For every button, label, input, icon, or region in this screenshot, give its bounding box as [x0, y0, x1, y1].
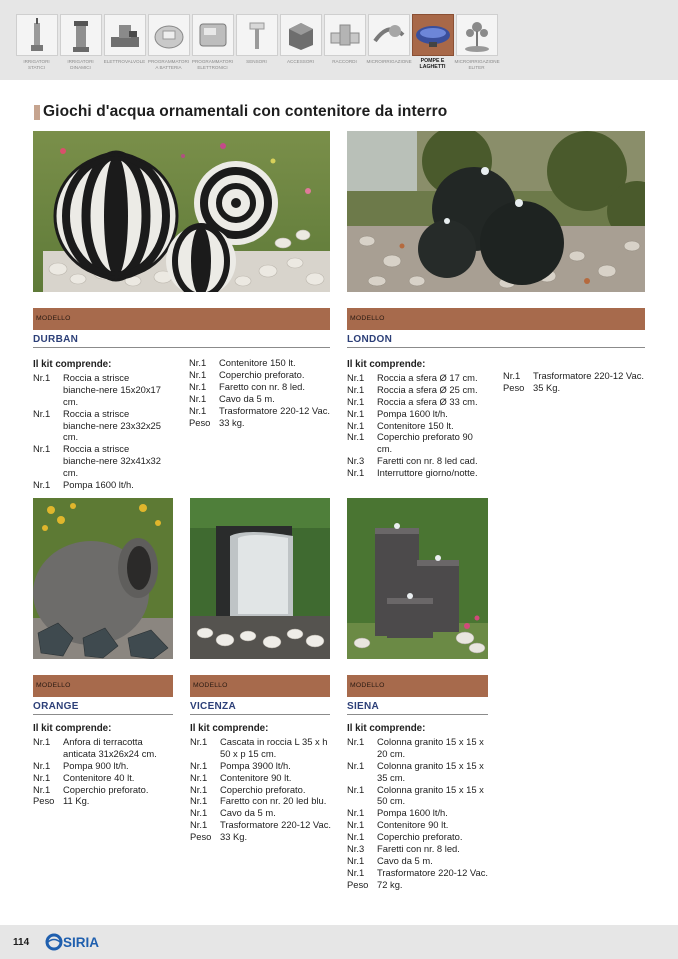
spec-row	[33, 795, 178, 807]
fittings-icon	[324, 14, 366, 56]
electronic-controller-icon	[192, 14, 234, 56]
spec-row	[347, 879, 492, 891]
spec-row	[190, 819, 335, 831]
nav-item-label: PROGRAMMATORI ELETTRONICI	[191, 59, 234, 70]
london-photo	[347, 131, 645, 292]
spec-item: Contenitore 40 lt.	[63, 771, 135, 783]
spec-row	[33, 772, 178, 784]
category-nav	[0, 0, 678, 80]
spec-quantity: Nr.1	[347, 759, 365, 771]
rotor-sprinkler-icon	[60, 14, 102, 56]
spec-item: 11 Kg.	[63, 795, 90, 807]
orange-model-name: ORANGE	[33, 701, 79, 712]
spec-quantity: Nr.1	[347, 854, 365, 866]
spec-item: Colonna granito 15 x 15 x 50 cm.	[377, 783, 484, 807]
spec-quantity: Nr.1	[189, 404, 207, 416]
nav-item-sensor[interactable]	[235, 14, 278, 70]
nav-item-battery-controller[interactable]	[147, 14, 190, 70]
model-label: MODELLO	[350, 315, 385, 322]
spec-item: Interruttore giorno/notte.	[377, 467, 478, 479]
siena-divider	[347, 714, 488, 715]
kit-heading: Il kit comprende:	[33, 723, 112, 734]
spec-item: Contenitore 150 lt.	[219, 357, 296, 368]
spec-quantity: Nr.1	[33, 735, 51, 747]
spec-item: Faretti con nr. 8 led.	[377, 843, 460, 855]
nav-item-label: MICROIRRIGAZIONE ELITER	[454, 59, 500, 70]
spec-item: Trasformatore 220-12 Vac.	[219, 404, 330, 416]
spec-row	[33, 408, 161, 444]
model-label: MODELLO	[193, 682, 228, 689]
vicenza-model-name: VICENZA	[190, 701, 236, 712]
durban-model-name: DURBAN	[33, 334, 79, 345]
spec-row	[347, 784, 492, 808]
nav-item-label: ACCESSORI	[286, 59, 315, 64]
spec-row	[503, 370, 648, 382]
orange-kit-list	[33, 723, 178, 807]
london-model-bar	[347, 308, 645, 330]
spec-row	[347, 372, 487, 384]
spec-item: Coperchio preforato.	[377, 831, 463, 843]
spec-quantity: Nr.1	[190, 807, 208, 819]
spec-item: Colonna granito 15 x 15 x 20 cm.	[377, 735, 484, 759]
nav-item-label: MICROIRRIGAZIONE	[366, 59, 412, 64]
spec-item: Cavo da 5 m.	[220, 807, 276, 819]
london-model-name: LONDON	[347, 334, 393, 345]
spec-item: Pompa 3900 lt/h.	[220, 759, 291, 771]
siena-model-name: SIENA	[347, 701, 380, 712]
spec-quantity: Nr.1	[190, 735, 208, 747]
spec-quantity: Nr.1	[189, 357, 207, 368]
spec-quantity: Nr.1	[347, 431, 365, 443]
nav-item-label: IRRIGATORI STATICI	[23, 59, 50, 70]
spec-item: Faretto con nr. 8 led.	[219, 380, 305, 392]
spec-quantity: Nr.1	[347, 831, 365, 843]
spec-row	[33, 372, 161, 408]
nav-item-electronic-controller[interactable]	[191, 14, 234, 70]
spec-quantity: Peso	[33, 795, 55, 807]
spec-quantity: Nr.1	[347, 407, 365, 419]
model-label: MODELLO	[36, 682, 71, 689]
durban-photo	[33, 131, 330, 292]
spec-quantity: Nr.1	[190, 771, 208, 783]
nav-item-label: POMPE E LAGHETTI	[419, 58, 446, 70]
spec-row	[189, 369, 330, 381]
orange-photo	[33, 498, 173, 659]
page-title: Giochi d'acqua ornamentali con contenitore da interro	[43, 103, 448, 120]
london-divider	[347, 347, 645, 348]
category-nav-row	[15, 14, 498, 70]
sensor-icon	[236, 14, 278, 56]
nav-item-rotor-sprinkler[interactable]	[59, 14, 102, 70]
durban-model-bar	[33, 308, 330, 330]
spec-row	[189, 357, 330, 369]
spec-row	[347, 736, 492, 760]
spec-row	[190, 760, 335, 772]
vicenza-divider	[190, 714, 330, 715]
spec-row	[190, 736, 335, 760]
nav-item-fittings[interactable]	[323, 14, 366, 70]
nav-item-accessory-box[interactable]	[279, 14, 322, 70]
spec-item: Coperchio preforato.	[220, 783, 306, 795]
nav-item-label: ELETTROVALVOLE	[103, 59, 146, 64]
spec-item: Trasformatore 220-12 Vac.	[533, 370, 644, 381]
spec-item: 72 kg.	[377, 878, 403, 890]
spec-row	[190, 831, 335, 843]
kit-heading: Il kit comprende:	[33, 359, 112, 370]
nav-item-plant[interactable]	[455, 14, 498, 70]
spec-row	[189, 381, 330, 393]
spec-item: Cavo da 5 m.	[377, 854, 433, 866]
spec-item: Contenitore 150 lt.	[377, 419, 454, 431]
pond-bowl-icon	[412, 14, 454, 56]
london-kit-list	[347, 359, 487, 479]
spec-item: Trasformatore 220-12 Vac.	[377, 866, 488, 878]
spec-quantity: Nr.1	[347, 735, 365, 747]
london-kit-list-2	[503, 370, 648, 394]
spec-item: Faretti con nr. 8 led cad.	[377, 455, 478, 467]
spec-quantity: Nr.1	[33, 783, 51, 795]
spec-row	[190, 807, 335, 819]
nav-item-label: PROGRAMMATORI A BATTERIA	[147, 59, 190, 70]
spec-quantity: Nr.1	[33, 407, 51, 419]
spec-row	[189, 393, 330, 405]
spec-quantity: Nr.1	[347, 467, 365, 479]
kit-heading: Il kit comprende:	[190, 723, 269, 734]
spec-quantity: Nr.1	[190, 795, 208, 807]
brand-name: SIRIA	[63, 935, 100, 950]
spec-row	[33, 479, 161, 491]
spec-item: Roccia a sfera Ø 17 cm.	[377, 371, 478, 383]
spec-item: Roccia a strisce bianche-nere 32x41x32 cm.	[63, 443, 161, 479]
spec-quantity: Nr.1	[347, 783, 365, 795]
spec-quantity: Nr.1	[347, 807, 365, 819]
spec-item: Pompa 900 lt/h.	[63, 759, 129, 771]
battery-controller-icon	[148, 14, 190, 56]
spec-row	[33, 760, 178, 772]
spec-item: Contenitore 90 lt.	[220, 771, 292, 783]
durban-kit-list-2	[189, 357, 330, 428]
spec-item: Colonna granito 15 x 15 x 35 cm.	[377, 759, 484, 783]
spec-quantity: Nr.1	[33, 443, 51, 455]
plant-icon	[456, 14, 498, 56]
drip-irrigation-icon	[368, 14, 410, 56]
spec-item: 33 kg.	[219, 416, 245, 428]
spec-quantity: Nr.1	[190, 819, 208, 831]
nav-item-label: SENSORI	[246, 59, 267, 64]
spec-row	[347, 420, 487, 432]
spec-quantity: Nr.1	[33, 759, 51, 771]
spec-row	[347, 431, 487, 455]
spec-row	[347, 867, 492, 879]
spec-quantity: Nr.1	[33, 371, 51, 383]
nav-item-pond-bowl[interactable]	[411, 14, 454, 70]
siena-model-bar	[347, 675, 488, 697]
spec-quantity: Nr.1	[189, 392, 207, 404]
spec-item: 35 Kg.	[533, 381, 561, 393]
spec-item: Roccia a strisce bianche-nere 15x20x17 cm.	[63, 371, 161, 407]
spec-row	[347, 396, 487, 408]
spec-quantity: Nr.1	[347, 395, 365, 407]
spec-row	[347, 843, 492, 855]
spec-item: 33 Kg.	[220, 831, 248, 843]
orange-divider	[33, 714, 173, 715]
spec-row	[33, 784, 178, 796]
spec-row	[347, 831, 492, 843]
spec-quantity: Nr.1	[33, 479, 51, 491]
spec-item: Faretto con nr. 20 led blu.	[220, 795, 327, 807]
spec-item: Cascata in roccia L 35 x h 50 x p 15 cm.	[220, 735, 328, 759]
orange-model-bar	[33, 675, 173, 697]
nav-item-label: IRRIGATORI DINAMICI	[67, 59, 94, 70]
brand-logo	[45, 933, 125, 951]
spec-quantity: Nr.1	[190, 759, 208, 771]
page-number: 114	[13, 937, 30, 948]
spec-quantity: Peso	[190, 831, 212, 843]
spec-item: Pompa 1600 lt/h.	[377, 807, 448, 819]
spec-quantity: Nr.1	[347, 383, 365, 395]
spec-row	[190, 795, 335, 807]
spec-quantity: Peso	[189, 416, 211, 428]
spec-item: Roccia a sfera Ø 25 cm.	[377, 383, 478, 395]
spec-item: Coperchio preforato.	[63, 783, 149, 795]
heading-accent-bar	[34, 105, 40, 120]
spec-item: Trasformatore 220-12 Vac.	[220, 819, 331, 831]
static-sprinkler-icon	[16, 14, 58, 56]
page-heading	[34, 103, 447, 121]
spec-row	[347, 408, 487, 420]
kit-heading: Il kit comprende:	[347, 723, 426, 734]
nav-item-static-sprinkler[interactable]	[15, 14, 58, 70]
spec-item: Cavo da 5 m.	[219, 392, 275, 404]
spec-quantity: Nr.1	[189, 368, 207, 380]
kit-heading: Il kit comprende:	[347, 359, 426, 370]
spec-quantity: Nr.3	[347, 843, 365, 855]
nav-item-solenoid-valve[interactable]	[103, 14, 146, 70]
spec-quantity: Nr.1	[347, 866, 365, 878]
spec-row	[189, 417, 330, 429]
spec-quantity: Nr.1	[503, 370, 521, 381]
spec-quantity: Nr.1	[347, 819, 365, 831]
vicenza-kit-list	[190, 723, 335, 843]
model-label: MODELLO	[36, 315, 71, 322]
spec-item: Pompa 1600 lt/h.	[377, 407, 448, 419]
spec-quantity: Nr.1	[190, 783, 208, 795]
spec-item: Roccia a strisce bianche-nere 23x32x25 cm.	[63, 407, 161, 443]
spec-row	[189, 405, 330, 417]
siena-kit-list	[347, 723, 492, 891]
spec-row	[347, 819, 492, 831]
solenoid-valve-icon	[104, 14, 146, 56]
nav-item-drip-irrigation[interactable]	[367, 14, 410, 70]
vicenza-model-bar	[190, 675, 330, 697]
spec-item: Roccia a sfera Ø 33 cm.	[377, 395, 478, 407]
spec-quantity: Nr.1	[189, 380, 207, 392]
siena-photo	[347, 498, 488, 659]
model-label: MODELLO	[350, 682, 385, 689]
spec-quantity: Peso	[347, 878, 369, 890]
spec-row	[33, 443, 161, 479]
spec-row	[347, 855, 492, 867]
spec-row	[347, 807, 492, 819]
spec-item: Coperchio preforato.	[219, 368, 305, 380]
spec-row	[347, 467, 487, 479]
durban-divider	[33, 347, 330, 348]
spec-row	[190, 784, 335, 796]
spec-quantity: Nr.1	[33, 771, 51, 783]
accessory-box-icon	[280, 14, 322, 56]
spec-row	[347, 455, 487, 467]
spec-quantity: Nr.1	[347, 371, 365, 383]
spec-quantity: Peso	[503, 381, 525, 393]
spec-row	[347, 760, 492, 784]
spec-row	[33, 736, 178, 760]
spec-item: Coperchio preforato 90 cm.	[377, 431, 473, 455]
spec-item: Contenitore 90 lt.	[377, 819, 449, 831]
vicenza-photo	[190, 498, 330, 659]
durban-kit-list	[33, 359, 161, 491]
spec-row	[190, 772, 335, 784]
spec-item: Pompa 1600 lt/h.	[63, 479, 134, 491]
nav-item-label: RACCORDI	[332, 59, 357, 64]
spec-quantity: Nr.3	[347, 455, 365, 467]
spec-row	[503, 382, 648, 394]
spec-item: Anfora di terracotta anticata 31x26x24 cm.	[63, 735, 157, 759]
spec-quantity: Nr.1	[347, 419, 365, 431]
spec-row	[347, 384, 487, 396]
